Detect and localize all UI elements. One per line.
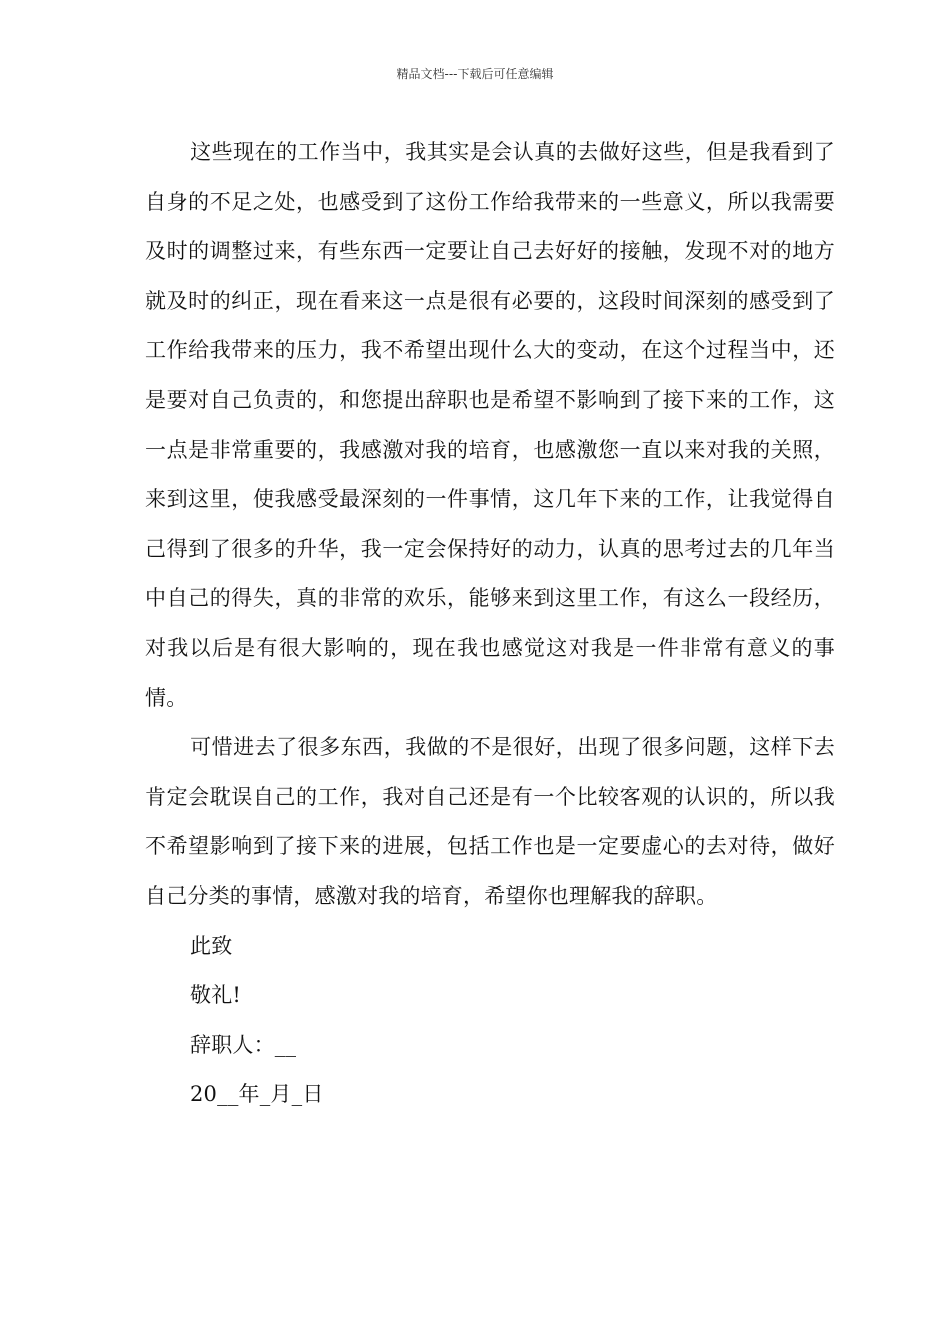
paragraph-1: 这些现在的工作当中，我其实是会认真的去做好这些，但是我看到了自身的不足之处，也感受到了这份工作给我带来的一些意义，所以我需要及时的调整过来，有些东西一定要让自己去好好的接触，发现不对的地方就及时的纠正，现在看来这一点是很有必要的，这段时间深刻的感受到了工作给我带来的压力，我不希望出现什么大的变动，在这个过程当中，还是要对自己负责的，和您提出辞职也是希望不影响到了接下来的工作，这一点是非常重要的，我感激对我的培育，也感激您一直以来对我的关照，来到这里，使我感受最深刻的一件事情，这几年下来的工作，让我觉得自己得到了很多的升华，我一定会保持好的动力，认真的思考过去的几年当中自己的得失，真的非常的欢乐，能够来到这里工作，有这么一段经历，对我以后是有很大影响的，现在我也感觉这对我是一件非常有意义的事情。 [145,140,835,710]
letter-body [145,128,835,1120]
signer-line: 辞职人：__ [190,1032,297,1057]
page-header: 精品文档---下载后可任意编辑 [396,67,554,81]
closing-regards: 敬礼! [190,983,242,1008]
paragraph-2: 可惜进去了很多东西，我做的不是很好，出现了很多问题，这样下去肯定会耽误自己的工作，我对自己还是有一个比较客观的认识的，所以我不希望影响到了接下来的进展，包括工作也是一定要虚心的去对待，做好自己分类的事情，感激对我的培育，希望你也理解我的辞职。 [145,735,835,908]
closing-salutation: 此致 [190,933,233,958]
date-line: 20__年_月_日 [190,1082,324,1107]
